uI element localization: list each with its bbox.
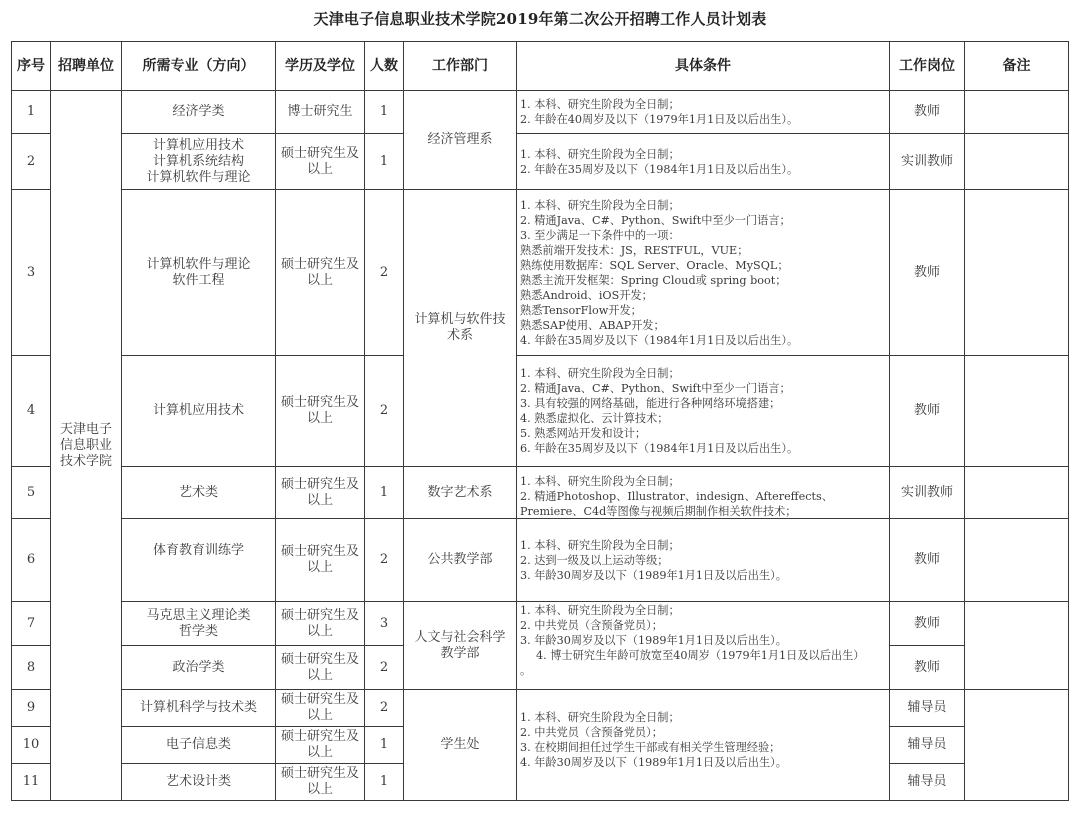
count-cell: 1	[365, 467, 404, 519]
count-cell: 2	[365, 646, 404, 690]
conditions-cell: 1. 本科、研究生阶段为全日制； 2. 精通Java、C#、Python、Swift中至少一门语言； 3. 至少满足一下条件中的一项： 熟悉前端开发技术：JS，RESTFUL，VUE； 熟练使用数据库：SQL Server、Oracle、MySQL； 熟悉主流开发框架：Spring Cloud或 spring boot； 熟悉Android、iOS开发； 熟悉TensorFlow开发； 熟悉SAP使用、ABAP开发； 4. 年龄在35周岁及以下（1984年1月1日及以后出生）。	[517, 190, 890, 356]
degree-cell: 硕士研究生及 以上	[276, 467, 365, 519]
degree-cell: 硕士研究生及 以上	[276, 646, 365, 690]
header-count: 人数	[365, 42, 404, 91]
table-row	[12, 190, 1069, 356]
major-cell: 计算机应用技术	[122, 356, 276, 467]
conditions-cell: 1. 本科、研究生阶段为全日制； 2. 精通Photoshop、Illustrator、indesign、Aftereffects、 Premiere、C4d等图像与视频后期制作相关软件技术；	[517, 467, 890, 519]
header-row	[12, 42, 1069, 91]
degree-cell: 博士研究生	[276, 91, 365, 134]
count-cell: 2	[365, 519, 404, 602]
document-title: 天津电子信息职业技术学院2019年第二次公开招聘工作人员计划表	[313, 10, 767, 28]
post-cell: 辅导员	[890, 690, 965, 727]
major-cell: 艺术类	[122, 467, 276, 519]
table-row	[12, 519, 1069, 602]
degree-cell: 硕士研究生及 以上	[276, 690, 365, 727]
remark-cell	[965, 190, 1069, 356]
remark-cell	[965, 91, 1069, 134]
seq-cell: 4	[12, 356, 51, 467]
degree-cell: 硕士研究生及 以上	[276, 190, 365, 356]
remark-cell	[965, 356, 1069, 467]
seq-cell: 5	[12, 467, 51, 519]
seq-cell: 3	[12, 190, 51, 356]
count-cell: 2	[365, 690, 404, 727]
conditions-cell: 1. 本科、研究生阶段为全日制； 2. 中共党员（含预备党员）； 3. 在校期间担任过学生干部或有相关学生管理经验； 4. 年龄30周岁及以下（1989年1月1日及以后出生）。	[517, 690, 890, 801]
count-cell: 3	[365, 602, 404, 646]
dept-cell-econ: 经济管理系	[404, 91, 517, 190]
seq-cell: 2	[12, 134, 51, 190]
header-conditions: 具体条件	[517, 42, 890, 91]
dept-cell-humanities: 人文与社会科学 教学部	[404, 602, 517, 690]
header-seq: 序号	[12, 42, 51, 91]
post-cell: 实训教师	[890, 467, 965, 519]
major-cell: 计算机应用技术 计算机系统结构 计算机软件与理论	[122, 134, 276, 190]
table-row	[12, 356, 1069, 467]
conditions-cell: 1. 本科、研究生阶段为全日制； 2. 精通Java、C#、Python、Swift中至少一门语言； 3. 具有较强的网络基础，能进行各种网络环境搭建； 4. 熟悉虚拟化、云计算技术； 5. 熟悉网站开发和设计； 6. 年龄在35周岁及以下（1984年1月1日及以后出生）。	[517, 356, 890, 467]
table-row	[12, 134, 1069, 190]
unit-cell: 天津电子 信息职业 技术学院	[51, 91, 122, 801]
count-cell: 1	[365, 134, 404, 190]
post-cell: 教师	[890, 190, 965, 356]
dept-cell-pe: 公共教学部	[404, 519, 517, 602]
degree-cell: 硕士研究生及 以上	[276, 134, 365, 190]
major-cell: 体育教育训练学	[122, 519, 276, 602]
major-cell: 艺术设计类	[122, 764, 276, 801]
seq-cell: 8	[12, 646, 51, 690]
header-degree: 学历及学位	[276, 42, 365, 91]
table-row	[12, 690, 1069, 727]
table-row	[12, 91, 1069, 134]
header-remark: 备注	[965, 42, 1069, 91]
major-cell: 政治学类	[122, 646, 276, 690]
recruitment-plan-table	[11, 41, 1069, 801]
post-cell: 教师	[890, 602, 965, 646]
post-cell: 辅导员	[890, 764, 965, 801]
post-cell: 实训教师	[890, 134, 965, 190]
dept-cell-student-affairs: 学生处	[404, 690, 517, 801]
post-cell: 教师	[890, 91, 965, 134]
conditions-cell: 1. 本科、研究生阶段为全日制； 2. 年龄在35周岁及以下（1984年1月1日及以后出生）。	[517, 134, 890, 190]
degree-cell: 硕士研究生及 以上	[276, 602, 365, 646]
dept-cell-art: 数字艺术系	[404, 467, 517, 519]
remark-cell	[965, 690, 1069, 801]
conditions-cell: 1. 本科、研究生阶段为全日制； 2. 中共党员（含预备党员）； 3. 年龄30周岁及以下（1989年1月1日及以后出生）。 4. 博士研究生年龄可放宽至40周岁（1979年1月1日及以后出生） 。	[517, 602, 890, 690]
seq-cell: 9	[12, 690, 51, 727]
degree-cell: 硕士研究生及 以上	[276, 519, 365, 602]
seq-cell: 7	[12, 602, 51, 646]
remark-cell	[965, 134, 1069, 190]
header-dept: 工作部门	[404, 42, 517, 91]
degree-cell: 硕士研究生及 以上	[276, 727, 365, 764]
table-row	[12, 602, 1069, 646]
major-cell: 计算机科学与技术类	[122, 690, 276, 727]
seq-cell: 11	[12, 764, 51, 801]
degree-cell: 硕士研究生及 以上	[276, 764, 365, 801]
seq-cell: 10	[12, 727, 51, 764]
seq-cell: 1	[12, 91, 51, 134]
count-cell: 1	[365, 764, 404, 801]
count-cell: 1	[365, 91, 404, 134]
seq-cell: 6	[12, 519, 51, 602]
header-unit: 招聘单位	[51, 42, 122, 91]
remark-cell	[965, 602, 1069, 690]
remark-cell	[965, 519, 1069, 602]
major-cell: 经济学类	[122, 91, 276, 134]
header-post: 工作岗位	[890, 42, 965, 91]
table-row	[12, 467, 1069, 519]
degree-cell: 硕士研究生及 以上	[276, 356, 365, 467]
conditions-cell: 1. 本科、研究生阶段为全日制； 2. 达到一级及以上运动等级； 3. 年龄30周岁及以下（1989年1月1日及以后出生）。	[517, 519, 890, 602]
post-cell: 辅导员	[890, 727, 965, 764]
remark-cell	[965, 467, 1069, 519]
major-cell: 马克思主义理论类 哲学类	[122, 602, 276, 646]
header-major: 所需专业（方向）	[122, 42, 276, 91]
dept-cell-cs: 计算机与软件技 术系	[404, 190, 517, 467]
count-cell: 2	[365, 356, 404, 467]
conditions-cell: 1. 本科、研究生阶段为全日制； 2. 年龄在40周岁及以下（1979年1月1日及以后出生）。	[517, 91, 890, 134]
post-cell: 教师	[890, 519, 965, 602]
count-cell: 1	[365, 727, 404, 764]
post-cell: 教师	[890, 646, 965, 690]
post-cell: 教师	[890, 356, 965, 467]
count-cell: 2	[365, 190, 404, 356]
major-cell: 电子信息类	[122, 727, 276, 764]
major-cell: 计算机软件与理论 软件工程	[122, 190, 276, 356]
